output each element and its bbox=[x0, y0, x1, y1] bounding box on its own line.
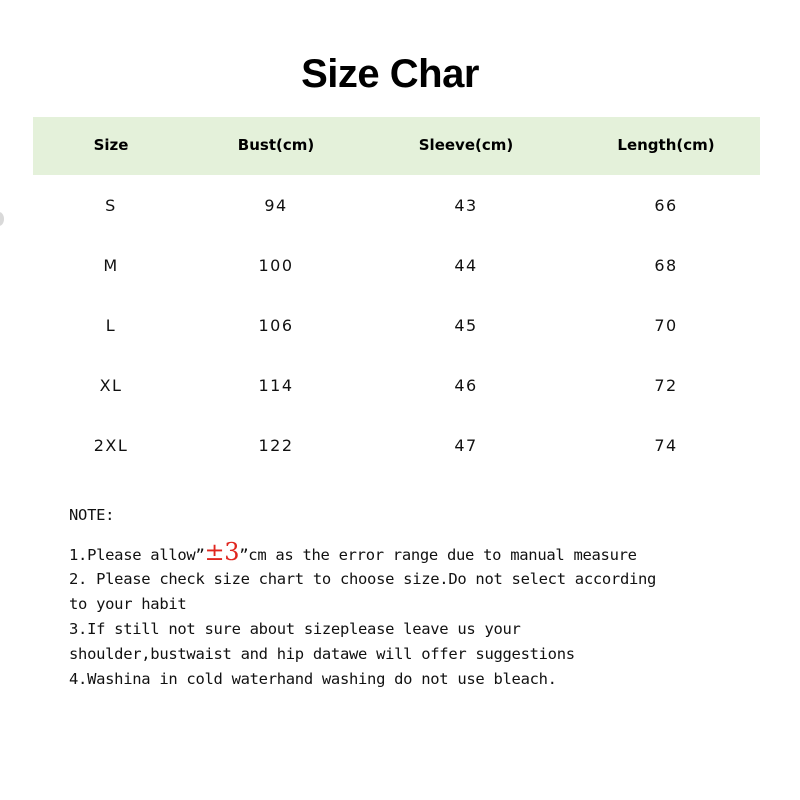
note-line-3: to your habit bbox=[69, 595, 187, 613]
table-cell: S bbox=[105, 196, 117, 215]
table-cell: 114 bbox=[258, 376, 294, 395]
column-header-bust: Bust(cm) bbox=[237, 136, 315, 154]
table-cell: M bbox=[103, 256, 119, 275]
table-cell: 94 bbox=[264, 196, 288, 215]
page-title: Size Char bbox=[301, 52, 479, 96]
table-cell: L bbox=[105, 316, 117, 335]
notes-section bbox=[69, 503, 769, 692]
column-header-length: Length(cm) bbox=[617, 136, 715, 154]
note-line-2: 2. Please check size chart to choose size.Do not select according bbox=[69, 570, 657, 588]
notes-heading: NOTE: bbox=[69, 506, 115, 524]
table-cell: XL bbox=[99, 376, 123, 395]
table-cell: 46 bbox=[454, 376, 478, 395]
table-cell: 68 bbox=[654, 256, 678, 275]
table-cell: 74 bbox=[654, 436, 678, 455]
table-cell: 106 bbox=[258, 316, 294, 335]
table-cell: 66 bbox=[654, 196, 678, 215]
table-cell: 72 bbox=[654, 376, 678, 395]
table-cell: 122 bbox=[258, 436, 294, 455]
edge-artifact bbox=[0, 212, 4, 226]
table-cell: 70 bbox=[654, 316, 678, 335]
note-line-6: 4.Washina in cold waterhand washing do not use bleach. bbox=[69, 670, 557, 688]
note-line-4: 3.If still not sure about sizeplease leave us your bbox=[69, 620, 521, 638]
table-cell: 45 bbox=[454, 316, 478, 335]
table-cell: 2XL bbox=[93, 436, 129, 455]
table-cell: 47 bbox=[454, 436, 478, 455]
note-text: ”cm as the error range due to manual measure bbox=[239, 546, 637, 564]
note-line-5: shoulder,bustwaist and hip datawe will offer suggestions bbox=[69, 645, 575, 663]
column-header-size: Size bbox=[93, 136, 129, 154]
table-cell: 43 bbox=[454, 196, 478, 215]
tolerance-value: ±3 bbox=[204, 538, 240, 566]
note-text: 1.Please allow” bbox=[69, 546, 205, 564]
note-line-1 bbox=[69, 538, 769, 567]
table-cell: 44 bbox=[454, 256, 478, 275]
column-header-sleeve: Sleeve(cm) bbox=[418, 136, 514, 154]
table-cell: 100 bbox=[258, 256, 294, 275]
